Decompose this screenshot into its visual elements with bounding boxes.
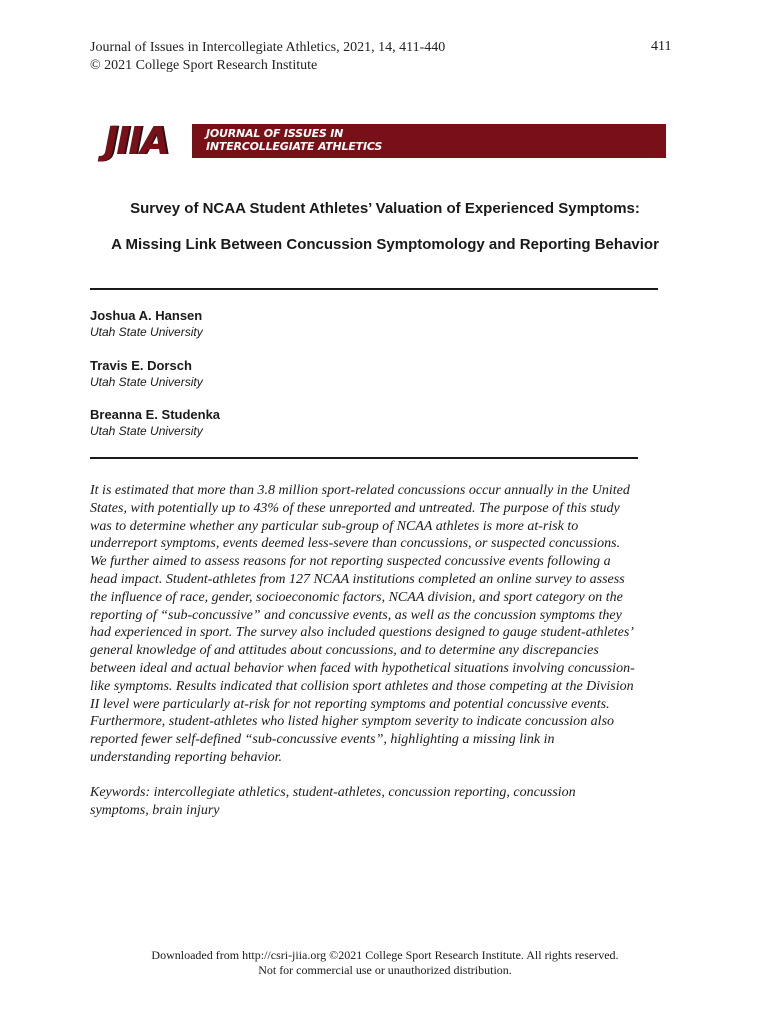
page-number: 411: [651, 39, 672, 54]
abstract-line: We further aimed to assess reasons for not reporting suspected concussive events following a: [90, 554, 611, 570]
abstract-line: understanding reporting behavior.: [90, 749, 282, 765]
abstract-line: Furthermore, student-athletes who listed higher symptom severity to indicate concussion also: [90, 714, 615, 730]
divider-top: [90, 288, 658, 290]
abstract-line: States, with potentially up to 43% of these unreported and untreated. The purpose of this study: [90, 500, 620, 516]
abstract-line: reported fewer self-defined “sub-concussive events”, highlighting a missing link in: [90, 732, 555, 748]
abstract-line: reporting of “sub-concussive” and concussive events, as well as the concussion symptoms they: [90, 607, 622, 623]
banner-title: [206, 127, 506, 153]
banner-title-line: JOURNAL OF ISSUES IN: [206, 127, 344, 140]
keywords: [90, 784, 718, 820]
abstract-line: general knowledge of and attitudes about concussions, and to determine any discrepancies: [90, 643, 599, 659]
abstract-line: was to determine whether any particular sub-group of NCAA athletes is more at-risk to: [90, 518, 579, 534]
usage-notice: Not for commercial use or unauthorized distribution.: [258, 963, 512, 977]
divider-bottom: [90, 457, 638, 459]
author-name: Joshua A. Hansen: [90, 308, 203, 323]
abstract-line: II level were particularly at-risk for not reporting symptoms and potential concussive events.: [90, 696, 610, 712]
copyright-notice: © 2021 College Sport Research Institute: [90, 58, 318, 73]
journal-banner: [104, 119, 666, 163]
abstract-line: It is estimated that more than 3.8 million sport-related concussions occur annually in the United: [90, 483, 630, 498]
abstract-line: between ideal and actual behavior when faced with hypothetical situations involving concussion-: [90, 660, 635, 676]
author-affiliation: Utah State University: [90, 375, 203, 389]
article-subtitle: A Missing Link Between Concussion Symptomology and Reporting Behavior: [111, 236, 659, 253]
author-name: Travis E. Dorsch: [90, 358, 192, 373]
download-notice: Downloaded from http://csri-jiia.org ©2021 College Sport Research Institute. All rights reserved.: [151, 948, 619, 962]
author-affiliation: Utah State University: [90, 325, 203, 339]
abstract-line: head impact. Student-athletes from 127 NCAA institutions completed an online survey to assess: [90, 571, 625, 587]
abstract-line: underreport symptoms, events deemed less-severe than concussions, or suspected concussions.: [90, 536, 621, 552]
article-title: Survey of NCAA Student Athletes’ Valuation of Experienced Symptoms:: [130, 200, 640, 217]
abstract-line: had experienced in sport. The survey also included questions designed to gauge student-athletes’: [90, 625, 634, 641]
abstract-line: the influence of race, gender, socioeconomic factors, NCAA division, and sport category on the: [90, 589, 623, 605]
journal-citation: Journal of Issues in Intercollegiate Athletics, 2021, 14, 411-440: [90, 40, 446, 55]
author-affiliation: Utah State University: [90, 424, 203, 438]
keywords-line: Keywords: intercollegiate athletics, student-athletes, concussion reporting, concussion: [90, 785, 576, 800]
author-name: Breanna E. Studenka: [90, 407, 221, 422]
abstract: [90, 482, 682, 767]
abstract-line: like symptoms. Results indicated that collision sport athletes and those competing at the Division: [90, 678, 634, 694]
banner-title-line: INTERCOLLEGIATE ATHLETICS: [206, 140, 383, 153]
keywords-line: symptoms, brain injury: [90, 803, 220, 818]
jiia-logo: JIIA: [104, 119, 168, 163]
